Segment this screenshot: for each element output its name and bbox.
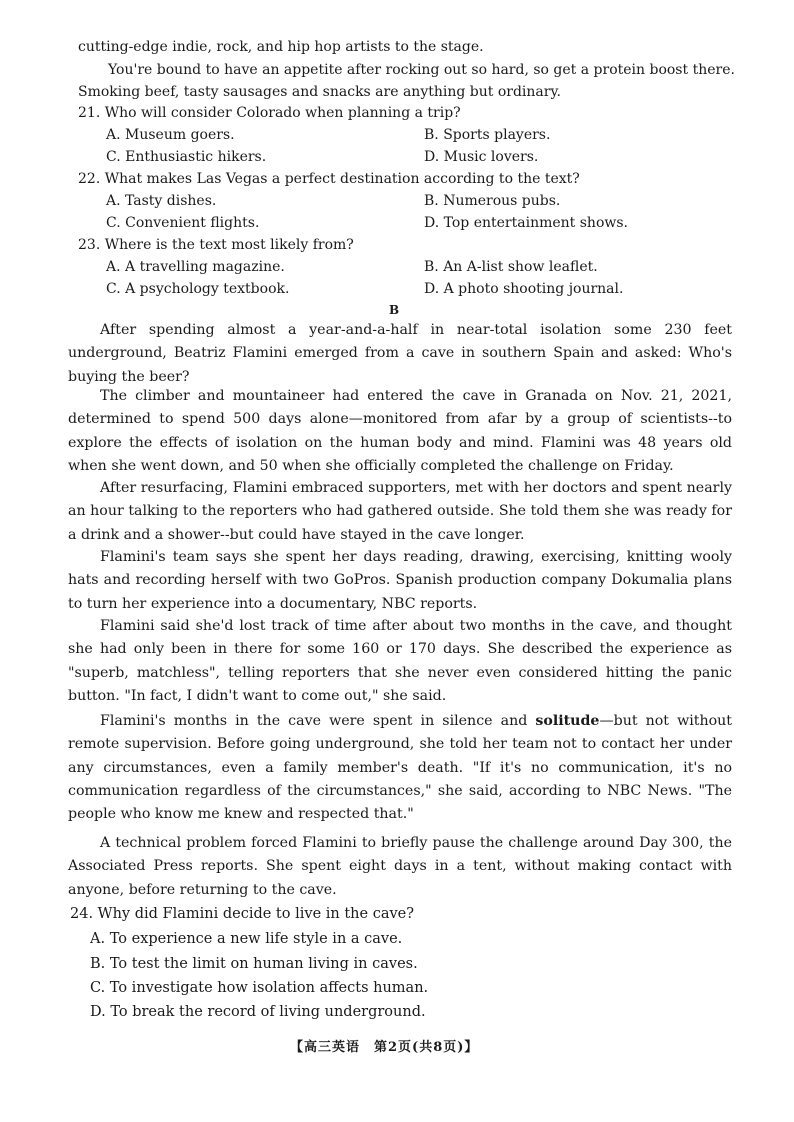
question-21-option-a: A. Museum goers.	[106, 127, 235, 143]
question-23-option-a: A. A travelling magazine.	[106, 259, 285, 275]
question-22-stem: 22. What makes Las Vegas a perfect destination according to the text?	[78, 171, 580, 187]
question-21-stem: 21. Who will consider Colorado when planning a trip?	[78, 105, 461, 121]
section-b-heading: B	[389, 303, 400, 317]
paragraph-6-end: —but not without remote supervision. Before going underground, she told her team not to contact her under any circumstances, even a family member's death. "If it's no communication, it's no communication regardless of the circumstances," she said, according to NBC News. "The people who know me knew and respected that."	[68, 713, 732, 823]
question-23-option-d: D. A photo shooting journal.	[424, 281, 624, 297]
passage-a-line-3: Smoking beef, tasty sausages and snacks are anything but ordinary.	[78, 84, 561, 100]
question-21-option-d: D. Music lovers.	[424, 149, 539, 165]
passage-a-line-1: cutting-edge indie, rock, and hip hop artists to the stage.	[78, 39, 484, 55]
passage-b-paragraph-6	[68, 710, 732, 826]
question-23-stem: 23. Where is the text most likely from?	[78, 237, 354, 253]
passage-a-line-2: You're bound to have an appetite after rocking out so hard, so get a protein boost there.	[108, 62, 735, 78]
question-22-option-d: D. Top entertainment shows.	[424, 215, 628, 231]
passage-b-paragraph-2: The climber and mountaineer had entered the cave in Granada on Nov. 21, 2021, determined to spend 500 days alone—monitored from afar by a group of scientists--to explore the effects of isolation on the human body and mind. Flamini was 48 years old when she went down, and 50 when she officially completed the challenge on Friday.	[68, 388, 732, 474]
passage-b-paragraph-1: After spending almost a year-and-a-half in near-total isolation some 230 feet underground, Beatriz Flamini emerged from a cave in southern Spain and asked: Who's buying the beer?	[68, 322, 732, 385]
passage-b-paragraph-5: Flamini said she'd lost track of time after about two months in the cave, and thought she had only been in there for some 160 or 170 days. She described the experience as "superb, matchless", telling reporters that she never even considered hitting the panic button. "In fact, I didn't want to come out," she said.	[68, 618, 732, 704]
question-21-option-b: B. Sports players.	[424, 127, 551, 143]
question-24-option-c: C. To investigate how isolation affects human.	[90, 980, 429, 996]
question-24-option-b: B. To test the limit on human living in caves.	[90, 956, 418, 972]
question-24-option-d: D. To break the record of living underground.	[90, 1004, 426, 1020]
passage-b-paragraph-7: A technical problem forced Flamini to briefly pause the challenge around Day 300, the Associated Press reports. She spent eight days in a tent, without making contact with anyone, before returning to the cave.	[68, 835, 732, 898]
question-22-option-b: B. Numerous pubs.	[424, 193, 561, 209]
passage-b-paragraph-4: Flamini's team says she spent her days reading, drawing, exercising, knitting wooly hats and recording herself with two GoPros. Spanish production company Dokumalia plans to turn her experience into a documentary, NBC reports.	[68, 549, 732, 612]
question-24-stem: 24. Why did Flamini decide to live in the cave?	[70, 906, 415, 922]
question-21-option-c: C. Enthusiastic hikers.	[106, 149, 267, 165]
question-23-option-c: C. A psychology textbook.	[106, 281, 290, 297]
question-22-option-c: C. Convenient flights.	[106, 215, 260, 231]
bold-word-solitude: solitude	[535, 713, 600, 729]
page-footer: 【高三英语 第2页(共8页)】	[290, 1040, 479, 1055]
paragraph-6-start: Flamini's months in the cave were spent in silence and	[100, 713, 536, 729]
passage-b-paragraph-3: After resurfacing, Flamini embraced supporters, met with her doctors and spent nearly an hour talking to the reporters who had gathered outside. She told them she was ready for a drink and a shower--but could have stayed in the cave longer.	[68, 480, 732, 543]
question-24-option-a: A. To experience a new life style in a cave.	[90, 931, 403, 947]
question-23-option-b: B. An A-list show leaflet.	[424, 259, 598, 275]
question-22-option-a: A. Tasty dishes.	[106, 193, 217, 209]
